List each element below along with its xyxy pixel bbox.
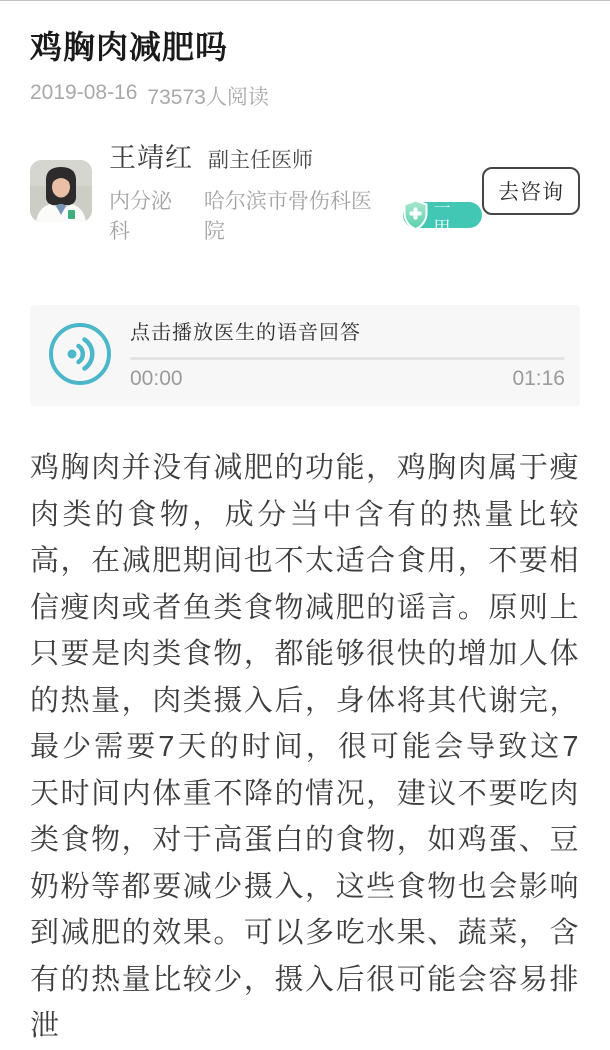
hospital-grade-badge <box>403 192 482 237</box>
doctor-avatar <box>30 160 92 222</box>
audio-player-body <box>130 316 565 391</box>
doctor-info <box>109 136 482 245</box>
audio-total-time: 01:16 <box>512 367 565 390</box>
article-body: 鸡胸肉并没有减肥的功能，鸡胸肉属于瘦肉类的食物，成分当中含有的热量比较高，在减肥期间也不太适合食用，不要相信瘦肉或者鱼类食物减肥的谣言。原则上只要是肉类食物，都能够很快的增加人体的热量，肉类摄入后，身体将其代谢完，最少需要7天的时间，很可能会导致这7天时间内体重不降的情况，建议不要吃肉类食物，对于高蛋白的食物，如鸡蛋、豆奶粉等都要减少摄入，这些食物也会影响到减肥的效果。可以多吃水果、蔬菜，含有的热量比较少，摄入后很可能会容易排泄 <box>30 452 580 1042</box>
go-consult-button[interactable]: 去咨询 <box>482 167 580 215</box>
audio-progress-bar[interactable] <box>130 357 565 360</box>
article-page <box>0 22 610 1050</box>
doctor-hospital: 哈尔滨市骨伤科医院 <box>203 190 372 243</box>
page-title: 鸡胸肉减肥吗 <box>30 29 229 65</box>
doctor-card <box>30 136 580 245</box>
read-count: 73573人阅读 <box>147 86 269 109</box>
doctor-name-row <box>109 136 482 175</box>
doctor-avatar-image <box>30 160 92 222</box>
publish-date: 2019-08-16 <box>30 81 138 104</box>
audio-current-time: 00:00 <box>130 367 183 390</box>
shield-plus-icon <box>400 198 431 232</box>
hospital-grade-label: 三甲 <box>433 192 452 237</box>
audio-time-row <box>130 367 565 391</box>
sound-wave-play-icon[interactable] <box>47 321 113 387</box>
audio-player[interactable] <box>30 305 580 406</box>
doctor-professional-title: 副主任医师 <box>208 149 313 172</box>
doctor-department: 内分泌科 <box>109 190 172 243</box>
doctor-hospital-row <box>109 185 482 245</box>
doctor-name: 王靖红 <box>109 143 193 173</box>
article-meta <box>30 81 580 111</box>
audio-prompt-label[interactable]: 点击播放医生的语音回答 <box>130 322 361 344</box>
